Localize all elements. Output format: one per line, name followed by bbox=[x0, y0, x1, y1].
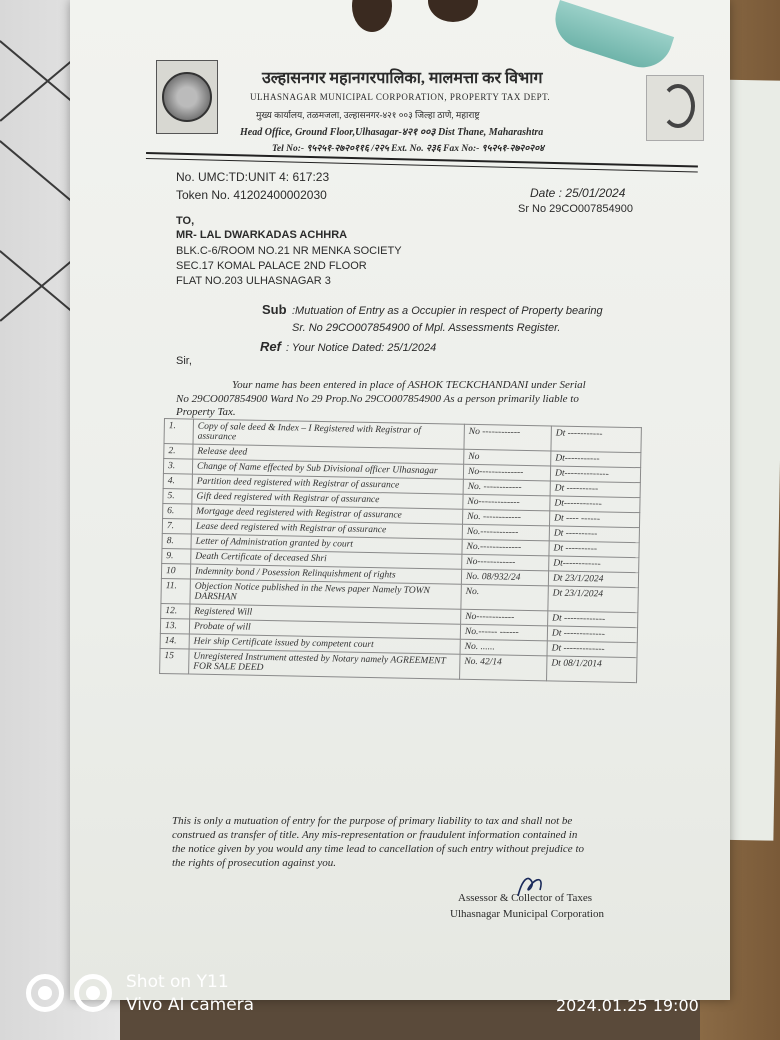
row-description: Letter of Administration granted by court bbox=[191, 534, 462, 554]
row-doc-date: Dt ----------- bbox=[551, 426, 641, 453]
reference-number: No. UMC:TD:UNIT 4: 617:23 bbox=[176, 170, 330, 184]
row-number: 12. bbox=[161, 603, 190, 619]
row-description: Lease deed registered with Registrar of assurance bbox=[191, 519, 462, 539]
body-line: Property Tax. bbox=[176, 406, 236, 418]
row-description: Partition deed registered with Registrar of assurance bbox=[192, 474, 463, 494]
body-line: No 29CO007854900 Ward No 29 Prop.No 29CO007854900 As a person primarily liable to bbox=[176, 393, 579, 405]
row-doc-number: No ------------ bbox=[464, 424, 551, 451]
row-doc-date: Dt 08/1/2014 bbox=[547, 656, 637, 683]
row-number: 4. bbox=[163, 473, 192, 489]
watermark-device: Shot on Y11 bbox=[126, 972, 229, 992]
row-description: Probate of will bbox=[189, 619, 460, 639]
camera-watermark bbox=[0, 960, 780, 1040]
row-description: Heir ship Certificate issued by competent court bbox=[189, 634, 460, 654]
row-doc-date: Dt ---------- bbox=[550, 481, 640, 498]
token-number: Token No. 41202400002030 bbox=[176, 188, 327, 202]
row-description: Mortgage deed registered with Registrar of assurance bbox=[192, 504, 463, 524]
row-doc-date: Dt 23/1/2024 bbox=[548, 571, 638, 588]
row-number: 6. bbox=[163, 503, 192, 519]
row-doc-number: No.------------- bbox=[462, 539, 549, 556]
row-description: Indemnity bond / Posession Relinquishment of rights bbox=[190, 564, 461, 584]
subject-line1: :Mutuation of Entry as a Occupier in respect of Property bearing bbox=[292, 305, 603, 317]
addressee-to: TO, bbox=[176, 215, 195, 227]
camera-aperture-icon bbox=[74, 974, 112, 1012]
addressee-line: FLAT NO.203 ULHASNAGAR 3 bbox=[176, 275, 331, 287]
disclaimer-line: the notice given by you would any time lead to cancellation of such entry without prejudice to bbox=[172, 843, 584, 855]
subject-label: Sub bbox=[262, 302, 287, 317]
row-number: 9. bbox=[162, 548, 191, 564]
row-doc-number: No-------------- bbox=[463, 464, 550, 481]
row-doc-number: No------------ bbox=[461, 609, 548, 626]
row-description: Copy of sale deed & Index – I Registered with Registrar of assurance bbox=[193, 419, 464, 449]
signatory-org: Ulhasnagar Municipal Corporation bbox=[450, 908, 604, 920]
signatory-title: Assessor & Collector of Taxes bbox=[458, 892, 593, 904]
row-doc-number: No. ------------ bbox=[463, 509, 550, 526]
row-description: Unregistered Instrument attested by Notary namely AGREEMENT FOR SALE DEED bbox=[189, 649, 460, 679]
row-number: 15 bbox=[160, 648, 189, 674]
row-doc-number: No. ...... bbox=[460, 639, 547, 656]
row-number: 8. bbox=[162, 533, 191, 549]
row-doc-number: No.------------ bbox=[462, 524, 549, 541]
row-doc-date: Dt-------------- bbox=[550, 466, 640, 483]
row-doc-number: No bbox=[464, 449, 551, 466]
addressee-line: BLK.C-6/ROOM NO.21 NR MENKA SOCIETY bbox=[176, 245, 402, 257]
row-number: 7. bbox=[162, 518, 191, 534]
row-doc-date: Dt ------------- bbox=[548, 611, 638, 628]
row-description: Release deed bbox=[193, 444, 464, 464]
row-number: 14. bbox=[160, 633, 189, 649]
disclaimer-line: construed as transfer of title. Any mis-representation or fraudulent information contained in bbox=[172, 829, 578, 841]
row-description: Objection Notice published in the News paper Namely TOWN DARSHAN bbox=[190, 579, 461, 609]
header-phone: Tel No:- ९५२५१-२७२०११६ /२२५ Ext. No. २३६ Fax No:- ९५२५१-२७२०२०४ bbox=[272, 144, 545, 154]
header-address-english: Head Office, Ground Floor,Ulhasagar-४२१ ००३ Dist Thane, Maharashtra bbox=[240, 127, 544, 138]
letter-date: Date : 25/01/2024 bbox=[530, 186, 626, 200]
umc-emblem-icon bbox=[156, 60, 218, 134]
row-doc-number: No. 42/14 bbox=[460, 654, 547, 681]
salutation: Sir, bbox=[176, 355, 192, 367]
disclaimer-line: the rights of prosecution against you. bbox=[172, 857, 336, 869]
addressee-line: SEC.17 KOMAL PALACE 2ND FLOOR bbox=[176, 260, 367, 272]
row-doc-number: No------------ bbox=[462, 554, 549, 571]
row-number: 10 bbox=[161, 563, 190, 579]
watermark-camera: Vivo AI camera bbox=[126, 995, 255, 1015]
header-title-english: ULHASNAGAR MUNICIPAL CORPORATION, PROPERTY TAX DEPT. bbox=[250, 92, 551, 102]
row-number: 1. bbox=[164, 419, 193, 445]
header-address-marathi: मुख्य कार्यालय, तळमजला, उल्हासनगर-४२१ ००३ जिल्हा ठाणे, महाराष्ट्र bbox=[256, 110, 480, 120]
row-number: 5. bbox=[163, 488, 192, 504]
disclaimer-line: This is only a mutuation of entry for the purpose of primary liability to tax and shall not be bbox=[172, 815, 573, 827]
row-number: 13. bbox=[160, 618, 189, 634]
row-doc-date: Dt ---------- bbox=[549, 541, 639, 558]
row-doc-date: Dt ------------- bbox=[547, 641, 637, 658]
row-doc-number: No.------ ------ bbox=[460, 624, 547, 641]
row-description: Gift deed registered with Registrar of assurance bbox=[192, 489, 463, 509]
addressee-name: MR- LAL DWARKADAS ACHHRA bbox=[176, 229, 348, 241]
row-number: 2. bbox=[164, 444, 193, 460]
watermark-timestamp: 2024.01.25 19:00 bbox=[556, 996, 699, 1015]
row-doc-date: Dt------------ bbox=[549, 556, 639, 573]
row-doc-date: Dt ---------- bbox=[549, 526, 639, 543]
row-doc-date: Dt ------------- bbox=[547, 626, 637, 643]
row-description: Death Certificate of deceased Shri bbox=[191, 549, 462, 569]
row-doc-number: No------------- bbox=[463, 494, 550, 511]
swirl-logo-icon bbox=[646, 75, 704, 141]
reference-text: : Your Notice Dated: 25/1/2024 bbox=[286, 342, 437, 354]
row-doc-date: Dt ---- ------ bbox=[549, 511, 639, 528]
row-description: Change of Name effected by Sub Divisional officer Ulhasnagar bbox=[192, 459, 463, 479]
row-doc-number: No. ------------ bbox=[463, 479, 550, 496]
header-title-marathi: उल्हासनगर महानगरपालिका, मालमत्ता कर विभाग bbox=[262, 70, 543, 87]
reference-label: Ref bbox=[260, 339, 281, 354]
row-number: 11. bbox=[161, 578, 190, 604]
camera-aperture-icon bbox=[26, 974, 64, 1012]
serial-number: Sr No 29CO007854900 bbox=[518, 203, 633, 215]
row-doc-date: Dt----------- bbox=[551, 451, 641, 468]
body-line: Your name has been entered in place of ASHOK TECKCHANDANI under Serial bbox=[232, 379, 586, 391]
row-doc-number: No. bbox=[461, 584, 548, 611]
row-description: Registered Will bbox=[190, 604, 461, 624]
row-number: 3. bbox=[163, 459, 192, 475]
subject-line2: Sr. No 29CO007854900 of Mpl. Assessments Register. bbox=[292, 322, 561, 334]
row-doc-date: Dt------------ bbox=[550, 496, 640, 513]
row-doc-date: Dt 23/1/2024 bbox=[548, 586, 638, 613]
documents-table bbox=[159, 418, 642, 683]
row-doc-number: No. 08/932/24 bbox=[461, 569, 548, 586]
